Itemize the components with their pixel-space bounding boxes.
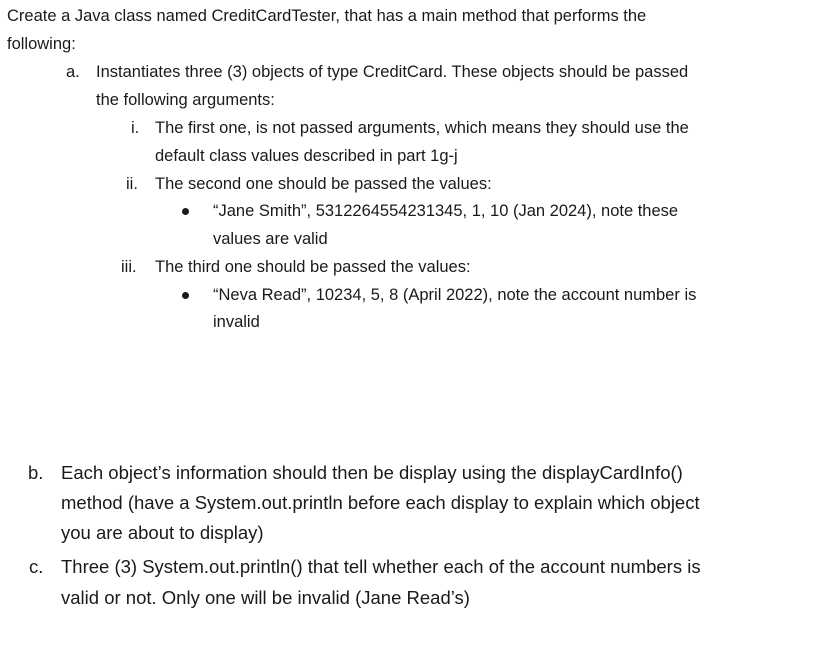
- item-a-line-1: Instantiates three (3) objects of type CreditCard. These objects should be passed: [96, 63, 689, 81]
- item-a-line-2: the following arguments:: [96, 91, 275, 109]
- item-c-line-1: Three (3) System.out.println() that tell whether each of the account numbers is: [61, 556, 701, 577]
- item-b-line-3: you are about to display): [61, 522, 264, 543]
- sub-i-line-2: default class values described in part 1g-j: [155, 147, 458, 165]
- sub-i-marker: i.: [131, 119, 140, 137]
- item-c-marker: c.: [29, 556, 44, 577]
- sub-ii-bullet-line-1: “Jane Smith”, 5312264554231345, 1, 10 (Jan 2024), note these: [213, 202, 679, 220]
- intro-line-1: Create a Java class named CreditCardTester, that has a main method that performs the: [7, 7, 647, 25]
- bullet-dot-icon: [182, 208, 189, 215]
- sub-i-line-1: The first one, is not passed arguments, which means they should use the: [155, 119, 689, 137]
- sub-ii-bullet-line-2: values are valid: [213, 230, 328, 248]
- item-b-line-2: method (have a System.out.println before each display to explain which object: [61, 492, 700, 513]
- sub-iii-line-1: The third one should be passed the values:: [155, 258, 471, 276]
- sub-iii-bullet-line-1: “Neva Read”, 10234, 5, 8 (April 2022), note the account number is: [213, 286, 697, 304]
- sub-iii-marker: iii.: [121, 258, 137, 276]
- sub-ii-marker: ii.: [126, 175, 138, 193]
- item-b-line-1: Each object’s information should then be display using the displayCardInfo(): [61, 462, 683, 483]
- bullet-dot-icon: [182, 292, 189, 299]
- item-a-marker: a.: [66, 63, 80, 81]
- intro-line-2: following:: [7, 35, 76, 53]
- sub-iii-bullet-line-2: invalid: [213, 313, 260, 331]
- item-b-marker: b.: [28, 462, 44, 483]
- item-c-line-2: valid or not. Only one will be invalid (Jane Read’s): [61, 587, 470, 608]
- sub-ii-line-1: The second one should be passed the values:: [155, 175, 492, 193]
